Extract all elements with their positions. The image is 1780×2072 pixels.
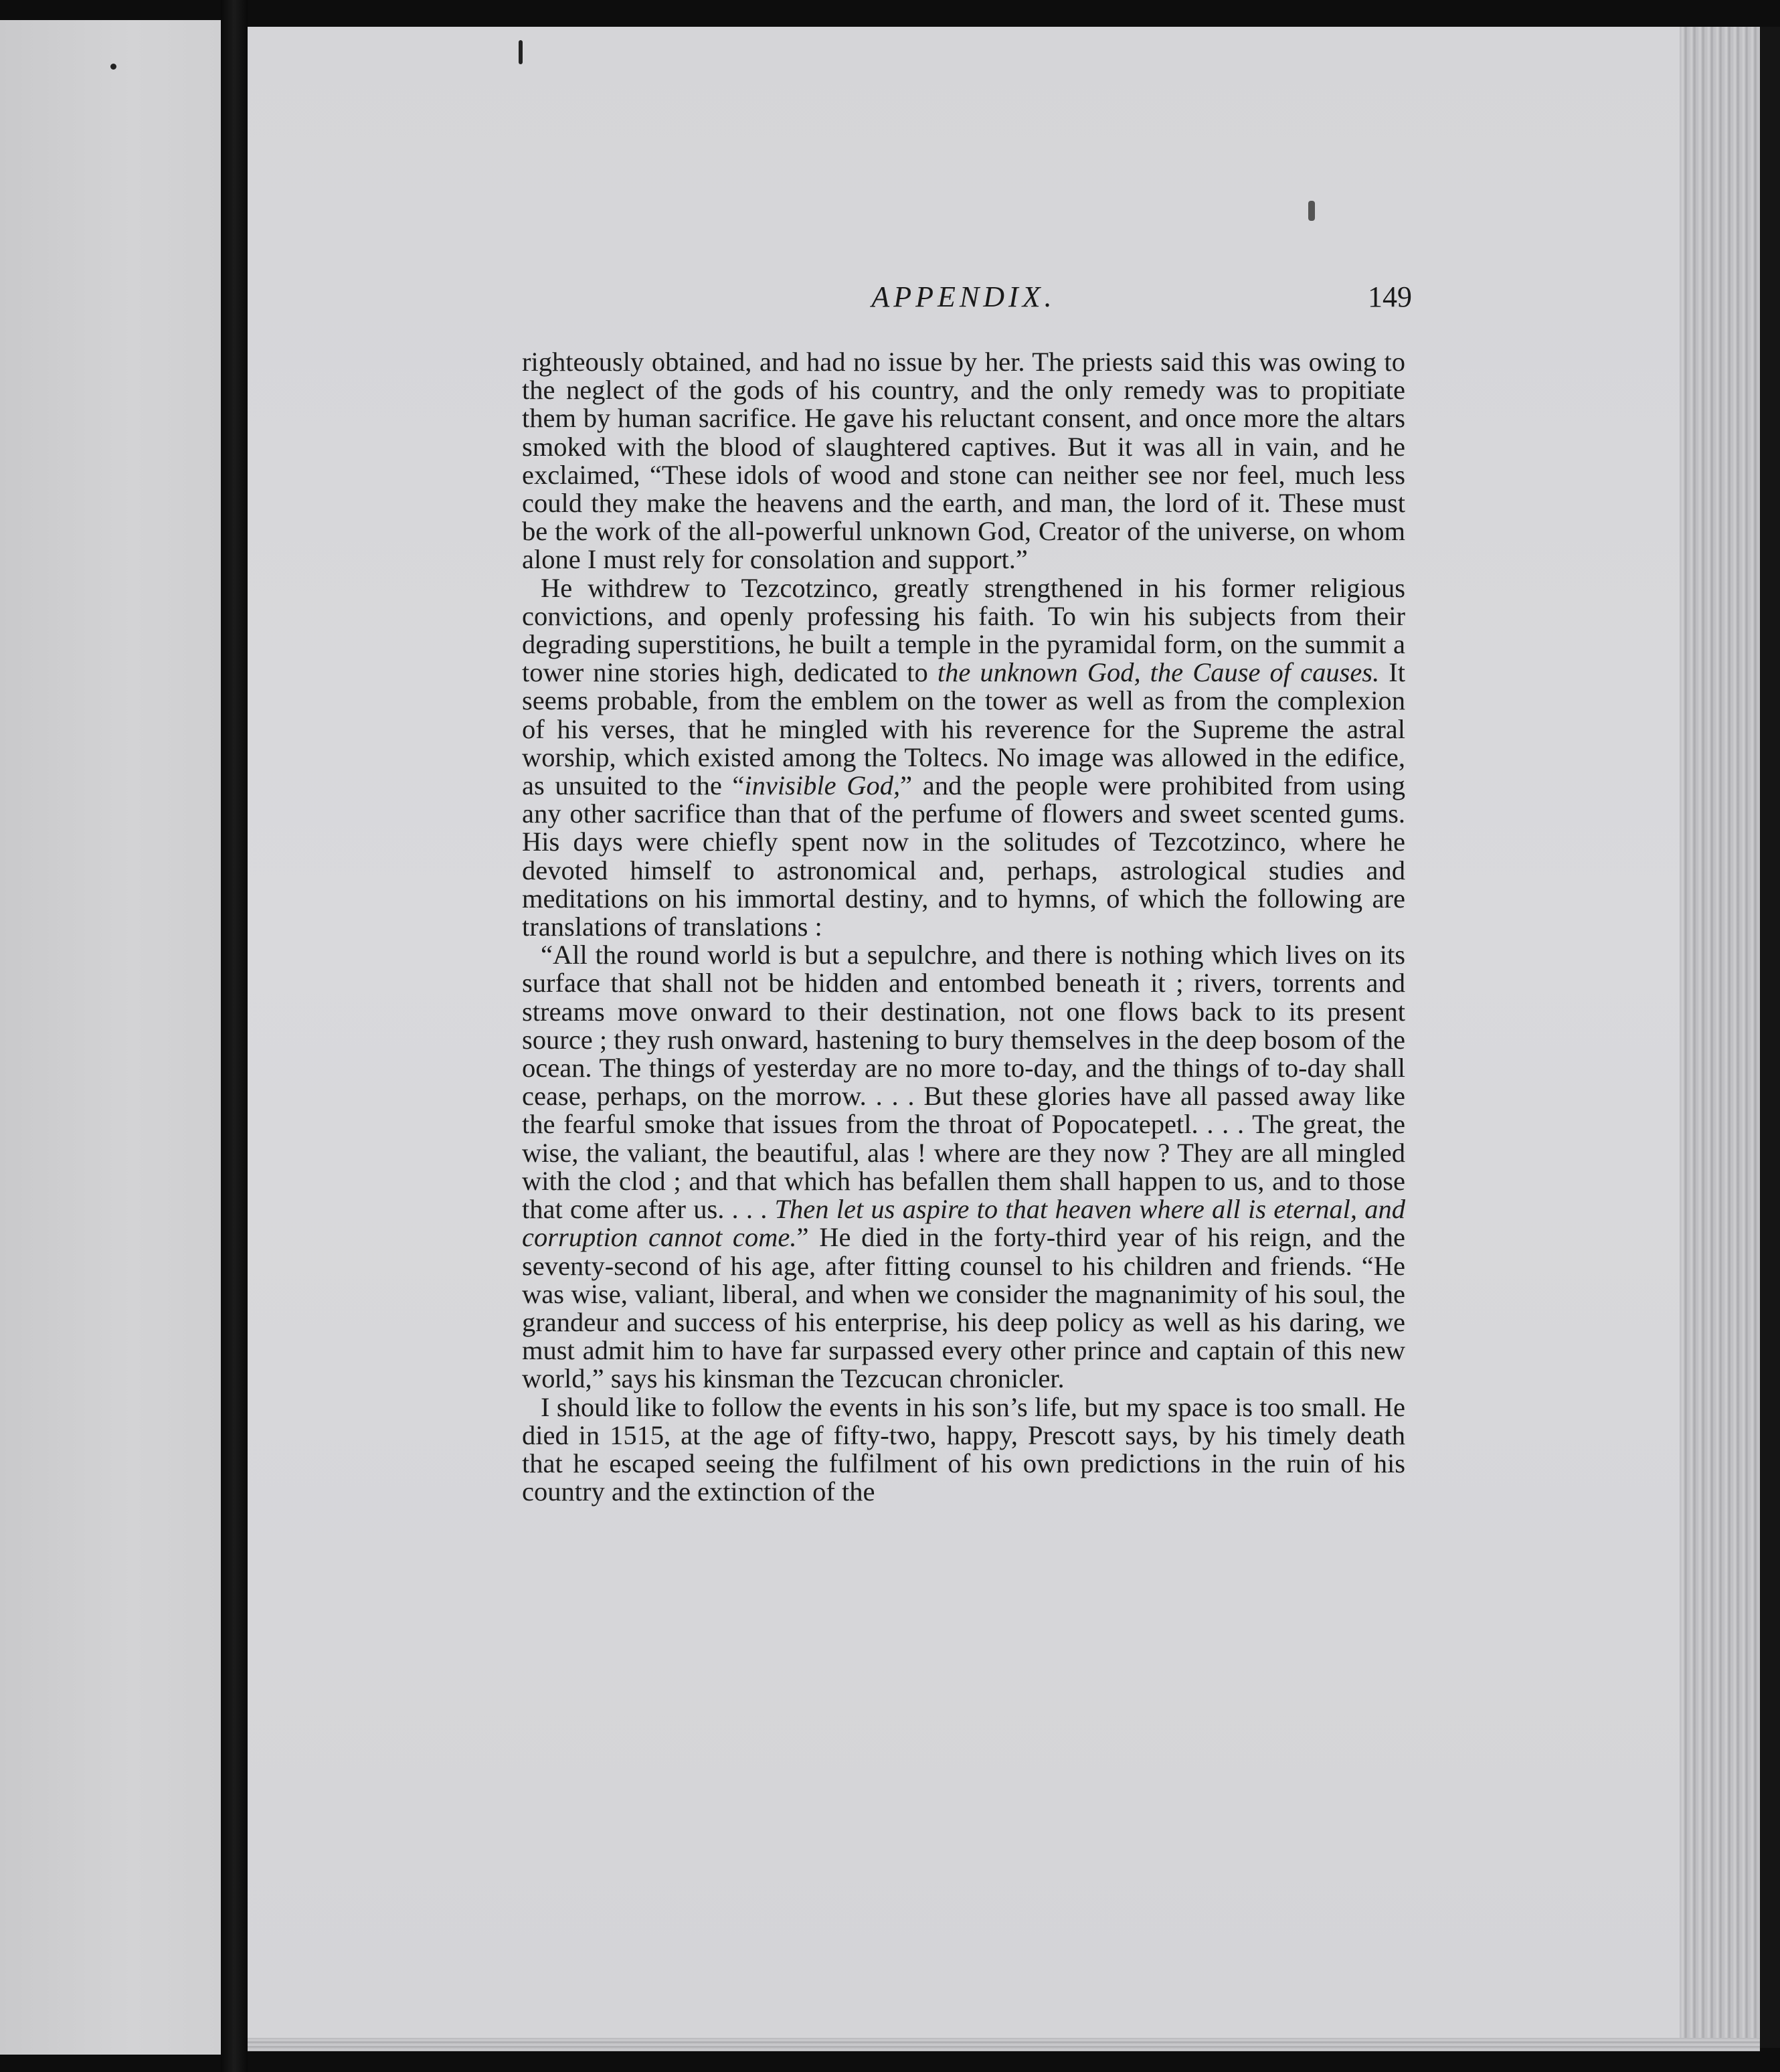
paragraph-4-text: I should like to follow the events in his son’s life, but my space is too small. He died in 1515, at the age of fifty-two, happy, Prescott says, by his timely death that he escaped seeing the fulfilment of his own predictions in the ruin of his country and the extinction of the [522, 1391, 1405, 1507]
scan-speck [519, 40, 523, 64]
paragraph-1-text: righteously obtained, and had no issue by her. The priests said this was owing to the neglect of the gods of his country, and the only remedy was to propitiate them by human sacrifice. He gave his reluctant consent, and once more the altars smoked with the blood of slaughtered captives. But it was all in vain, and he exclaimed, “These idols of wood and stone can neither see nor feel, much less could they make the heavens and the earth, and man, the lord of it. These must be the work of the all-powerful unknown God, Creator of the universe, on whom alone I must rely for consolation and support.” [522, 347, 1405, 575]
running-head [515, 274, 1412, 328]
paragraph-2-text-b: It seems probable, from the emblem on the tower as well as from the complexion of his verses, that he mingled with his reverence for the Supreme the astral worship, which existed among the Toltecs. No image was allowed in the edifice, as unsuited to the “ [522, 657, 1406, 801]
scan-speck [1308, 201, 1315, 221]
paragraph-3-italic-1: Then let us aspire to that heaven where all is eternal, and corruption cannot come. [522, 1194, 1405, 1253]
previous-page-edge [0, 20, 221, 2055]
paragraph-2 [522, 574, 1405, 942]
paragraph-2-text-a: He withdrew to Tezcotzinco, greatly strengthened in his former religious convictions, and openly professing his faith. To win his subjects from their degrading superstitions, he built a temple in the pyramidal form, on the summit a tower nine stories high, dedicated to [522, 572, 1405, 688]
scan-speck [110, 64, 116, 70]
paragraph-2-italic-1: the unknown God, the Cause of causes. [937, 657, 1380, 688]
running-head-title: APPENDIX. [871, 280, 1056, 313]
body-text [522, 348, 1405, 1506]
paragraph-3-text-b: ” He died in the forty-third year of his reign, and the seventy-second of his age, after fitting counsel to his children and friends. “He was wise, valiant, liberal, and when we consider the magnanimity of his soul, the grandeur and success of his enterprise, his deep policy as well as his daring, we must admit him to have far surpassed every other prince and captain of this new world,” says his kinsman the Tezcucan chronicler. [522, 1222, 1405, 1394]
paragraph-3-text-a: “All the round world is but a sepulchre, and there is nothing which lives on its surface that shall not be hidden and entombed beneath it ; rivers, torrents and streams move onward to their destination, not one flows back to its present source ; they rush onward, hastening to bury themselves in the deep bosom of the ocean. The things of yesterday are no more to-day, and the things of to-day shall cease, perhaps, on the morrow. . . . But these glories have all passed away like the fearful smoke that issues from the throat of Popocatepetl. . . . The great, the wise, the valiant, the beautiful, alas ! where are they now ? They are all mingled with the clod ; and that which has befallen them shall happen to us, and to those that come after us. . . . [522, 940, 1405, 1225]
paragraph-1 [522, 348, 1405, 574]
book-gutter [221, 0, 248, 2072]
page-bottom-edge [248, 2038, 1760, 2051]
paragraph-3 [522, 941, 1405, 1393]
page-stack-edges [1680, 27, 1760, 2048]
paragraph-4 [522, 1393, 1405, 1506]
page-stack-shadow [1760, 27, 1780, 2048]
paragraph-2-italic-2: invisible God, [744, 770, 901, 801]
page-number: 149 [1368, 280, 1412, 313]
paragraph-2-text-c: ” and the people were prohibited from using any other sacrifice than that of the perfume of flowers and sweet scented gums. His days were chiefly spent now in the solitudes of Tezcotzinco, where he devoted himself to astronomical and, perhaps, astrological studies and meditations on his immortal destiny, and to hymns, of which the following are translations of translations : [522, 770, 1405, 942]
